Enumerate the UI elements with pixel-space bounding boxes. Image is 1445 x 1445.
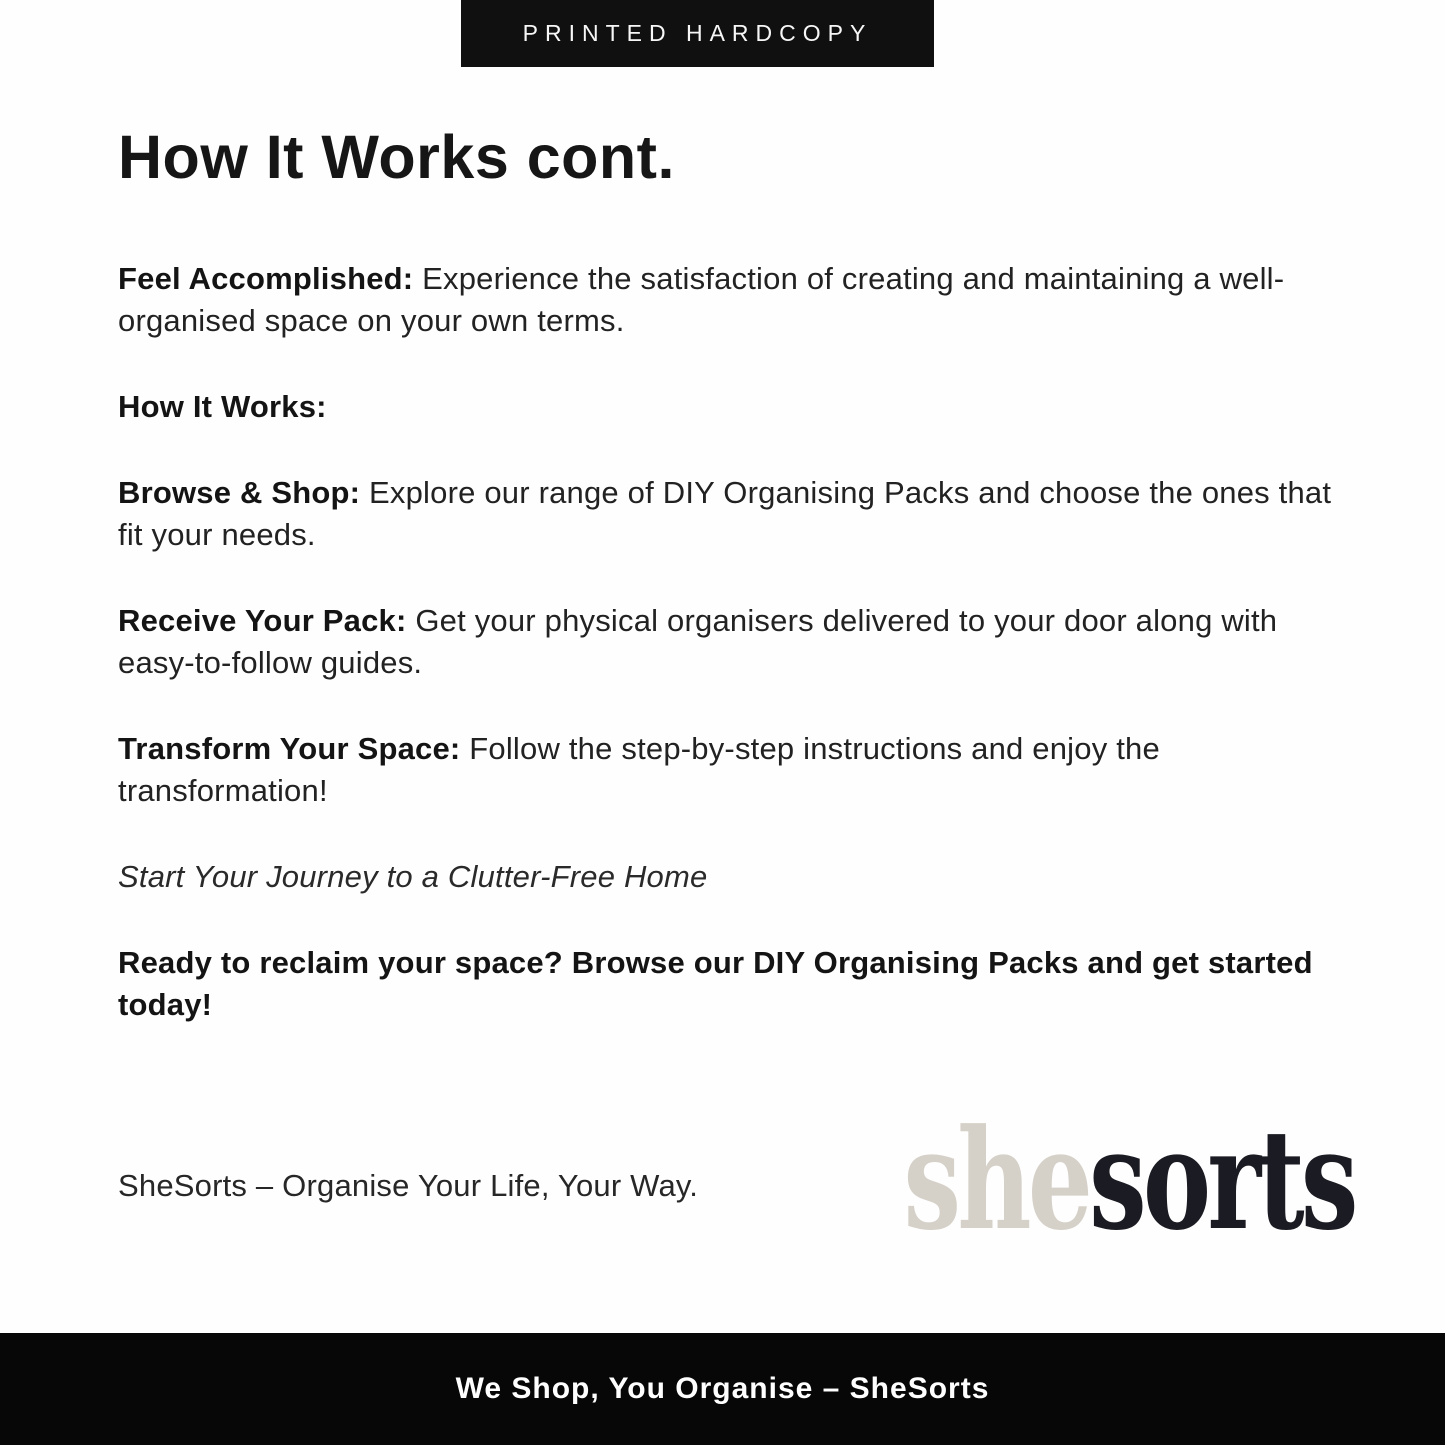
paragraph-lead: Feel Accomplished:: [118, 261, 414, 296]
footer-bar-text: We Shop, You Organise – SheSorts: [455, 1372, 990, 1405]
paragraph-feel-accomplished: [118, 258, 1333, 342]
paragraph-lead: How It Works:: [118, 389, 327, 424]
footer-tagline-row: [118, 1098, 1355, 1261]
paragraph-text: Explore our range of DIY Organising Packs and choose the ones that fit your needs.: [118, 475, 1332, 552]
body-copy: [118, 0, 1333, 1070]
brand-tagline: SheSorts – Organise Your Life, Your Way.: [118, 1168, 699, 1203]
paragraph-text: Get your physical organisers delivered to your door along with easy-to-follow guides.: [118, 603, 1278, 680]
paragraph-how-it-works: [118, 386, 1333, 428]
page-title: How It Works cont.: [118, 123, 675, 191]
paragraph-lead: Ready to reclaim your space? Browse our DIY Organising Packs and get started today!: [118, 945, 1313, 1022]
shesorts-logo: [903, 1098, 1355, 1261]
paragraph-browse-shop: [118, 472, 1333, 556]
paragraph-lead: Browse & Shop:: [118, 475, 361, 510]
paragraph-text: Follow the step-by-step instructions and enjoy the transformation!: [118, 731, 1160, 808]
paragraph-lead: Transform Your Space:: [118, 731, 461, 766]
footer-bar: [0, 1333, 1445, 1445]
paragraph-text: Experience the satisfaction of creating and maintaining a well-organised space on your own terms.: [118, 261, 1285, 338]
paragraph-transform-space: [118, 728, 1333, 812]
badge-label: PRINTED HARDCOPY: [522, 20, 873, 46]
paragraph-text: Start Your Journey to a Clutter-Free Home: [118, 859, 708, 894]
paragraph-lead: Receive Your Pack:: [118, 603, 407, 638]
logo-part-sorts: sorts: [1089, 1098, 1355, 1261]
logo-part-she: she: [903, 1098, 1090, 1261]
paragraph-journey-italic: [118, 856, 1333, 898]
paragraph-receive-pack: [118, 600, 1333, 684]
paragraph-call-to-action: [118, 942, 1333, 1026]
